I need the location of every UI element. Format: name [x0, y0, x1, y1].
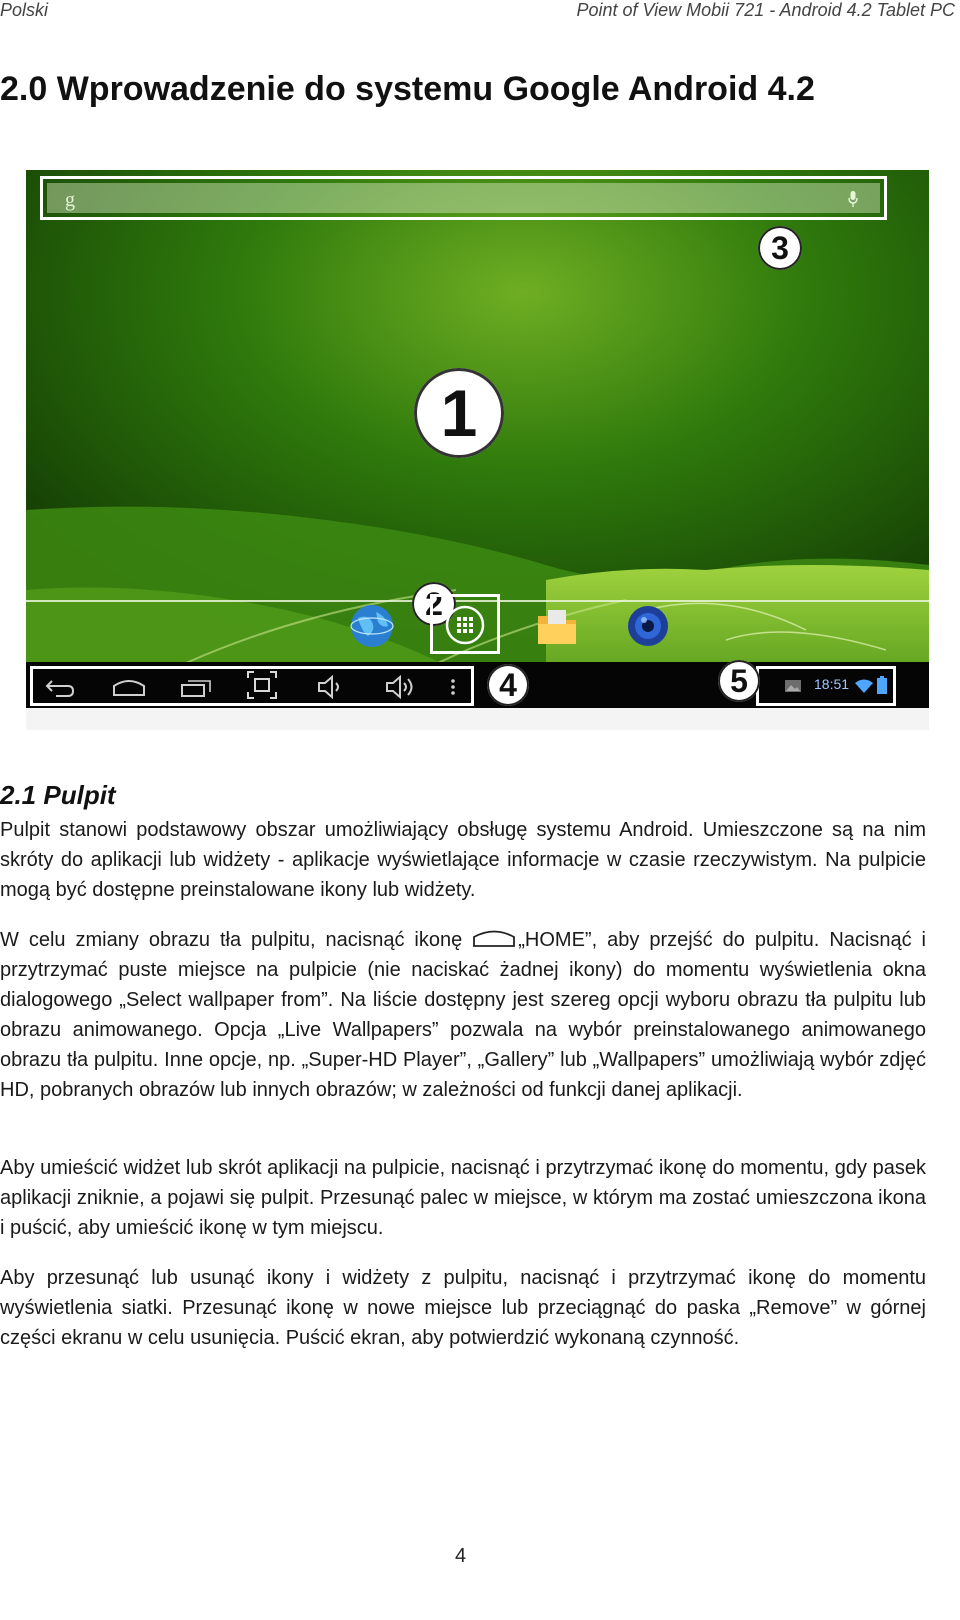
paragraph-wallpaper-rest: „HOME”, aby przejść do pulpitu. Nacisnąć i przytrzymać puste miejsce na pulpicie (nie naciskać żadnej ikony) do momentu wyświetlenia okna dialogowego „Select wallpaper from”. Na liście dostępny jest szereg opcji wyboru obrazu tła pulpitu lub obrazu animowanego. Opcja „Live Wallpapers” pozwala na wybór preinstalowanego animowanego obrazu tła pulpitu. Inne opcje, np. „Super-HD Player”, „Gallery” lub „Wallpapers” umożliwiają wybór zdjęć HD, pobranych obrazów lub innych obrazów; w zależności od funkcji danej aplikacji. — [0, 929, 927, 1101]
menu-dots-icon[interactable] — [449, 675, 457, 699]
file-manager-icon[interactable] — [534, 606, 580, 648]
paragraph-wallpaper-start: W celu zmiany obrazu tła pulpitu, nacisnąć ikonę — [0, 929, 463, 951]
paragraph-desktop-intro: Pulpit stanowi podstawowy obszar umożliwiający obsługę systemu Android. Umieszczone są na nim skróty do aplikacji lub widżety - aplikacje wyświetlające informacje w czasie rzeczywistym. Na pulpicie mogą być dostępne preinstalowane ikony lub widżety. — [0, 819, 926, 901]
google-search-bar[interactable] — [40, 176, 887, 220]
home-icon[interactable] — [112, 675, 146, 699]
paragraph-add-widget: Aby umieścić widżet lub skrót aplikacji na pulpicie, nacisnąć i przytrzymać ikonę do momentu, gdy pasek aplikacji zniknie, a pojawi się pulpit. Przesunąć palec w miejsce, w którym ma zostać umieszczona ikona i puścić, aby umieścić ikonę w tym miejscu. — [0, 1157, 926, 1239]
globe-browser-icon[interactable] — [348, 602, 396, 650]
music-player-icon[interactable] — [626, 604, 670, 648]
back-icon[interactable] — [44, 675, 76, 699]
screenshot-icon[interactable] — [246, 670, 278, 700]
wifi-icon — [854, 678, 874, 694]
status-clock: 18:51 — [814, 676, 850, 692]
paragraph-wallpaper — [0, 925, 926, 1105]
volume-up-icon[interactable] — [384, 675, 416, 699]
volume-down-icon[interactable] — [316, 675, 344, 699]
callout-2: 2 — [412, 582, 456, 626]
section-title: 2.0 Wprowadzenie do systemu Google Android 4.2 — [0, 70, 815, 108]
callout-3: 3 — [758, 226, 802, 270]
subsection-title: 2.1 Pulpit — [0, 780, 116, 810]
google-g-icon: g — [65, 189, 75, 211]
recent-apps-icon[interactable] — [180, 675, 214, 699]
android-home-screenshot — [26, 170, 929, 730]
page-number: 4 — [455, 1545, 467, 1567]
home-icon-inline — [472, 928, 516, 948]
paragraph-move-remove: Aby przesunąć lub usunąć ikony i widżety z pulpitu, nacisnąć i przytrzymać ikonę do momentu wyświetlenia siatki. Przesunąć ikonę w nowe miejsce lub przeciągnąć do paska „Remove” w górnej części ekranu w celu usunięcia. Puścić ekran, aby potwierdzić wykonaną czynność. — [0, 1267, 926, 1349]
mic-icon[interactable] — [848, 191, 858, 207]
screenshot-bottom-margin — [26, 708, 929, 730]
header-product: Point of View Mobii 721 - Android 4.2 Tablet PC — [576, 0, 955, 20]
search-bar-field — [47, 183, 880, 213]
battery-icon — [877, 676, 887, 694]
callout-5: 5 — [718, 660, 760, 702]
callout-4: 4 — [487, 664, 529, 706]
app-drawer-icon[interactable] — [444, 604, 486, 646]
callout-1: 1 — [414, 368, 504, 458]
header-language: Polski — [0, 0, 49, 20]
gallery-notification-icon[interactable] — [784, 679, 802, 693]
